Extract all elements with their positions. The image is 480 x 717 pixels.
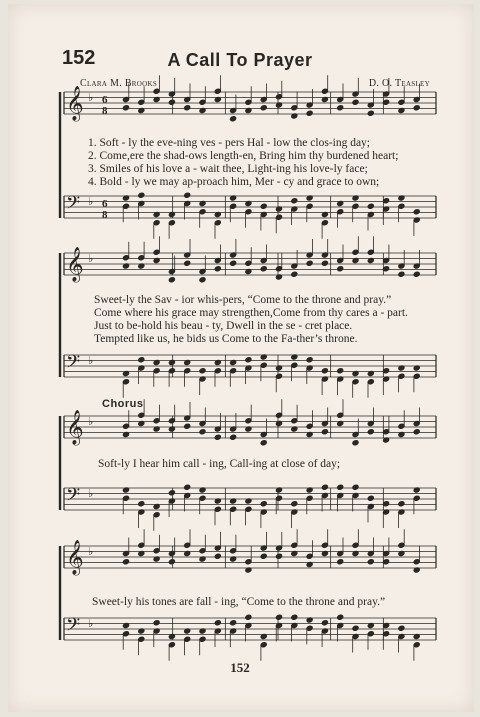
key-signature-flat-icon: ♭: [88, 253, 94, 265]
note-head: [230, 620, 237, 626]
key-signature-flat-icon: ♭: [88, 488, 94, 500]
key-signature-flat-icon: ♭: [88, 92, 94, 104]
note-head: [306, 357, 313, 363]
note-head: [168, 490, 175, 496]
key-signature-flat-icon: ♭: [88, 546, 94, 558]
note-head: [199, 429, 206, 435]
treble-clef-icon: 𝄞: [66, 86, 84, 121]
chorus-line-2: Sweet-ly his tones are fall - ing, “Come to the throne and pray.”: [92, 596, 386, 608]
note-head: [367, 495, 374, 501]
note-head: [260, 501, 267, 507]
bass-clef-icon: 𝄢: [66, 485, 81, 510]
note-head: [260, 553, 267, 559]
note-head: [413, 105, 420, 111]
note-head: [337, 368, 344, 374]
note-head: [214, 266, 221, 272]
lyricist-credit: Clara M. Brooks: [80, 78, 158, 89]
page-number: 152: [230, 660, 250, 675]
note-head: [230, 434, 237, 440]
note-head: [291, 501, 298, 507]
note-head: [367, 559, 374, 565]
note-head: [199, 277, 206, 283]
note-head: [291, 614, 298, 620]
verse-2-line-2: Come where his grace may strengthen,Come from thy cares a - part.: [94, 307, 408, 319]
time-signature-bottom: 8: [102, 209, 108, 221]
note-head: [398, 625, 405, 631]
note-head: [260, 105, 267, 111]
note-head: [230, 116, 237, 122]
note-head: [398, 501, 405, 507]
note-head: [306, 260, 313, 266]
note-head: [413, 429, 420, 435]
verse-1-line-2: Sweet-ly the Sav - ior whis-pers, “Come to the throne and pray.”: [94, 294, 392, 306]
note-head: [337, 266, 344, 272]
note-head: [398, 271, 405, 277]
note-head: [184, 105, 191, 111]
time-signature-bottom: 8: [102, 105, 108, 117]
verse-1-line-1: 1. Soft - ly the eve-ning ves - pers Hal - low the clos-ing day;: [88, 137, 371, 149]
note-head: [138, 501, 145, 507]
note-head: [306, 110, 313, 116]
note-head: [168, 559, 175, 565]
key-signature-flat-icon: ♭: [88, 416, 94, 428]
note-head: [352, 99, 359, 105]
composer-credit: D. O. Teasley: [368, 78, 430, 89]
note-head: [245, 614, 252, 620]
note-head: [291, 271, 298, 277]
note-head: [184, 423, 191, 429]
note-head: [168, 99, 175, 105]
verse-4-line-2: Tempted like us, he bids us Come to the Fa-ther’s throne.: [94, 333, 358, 345]
note-head: [199, 368, 206, 374]
note-head: [122, 559, 129, 565]
verse-4-line-1: 4. Bold - ly we may ap-proach him, Mer - cy and grace to own;: [88, 176, 380, 188]
time-signature-top: 6: [102, 94, 108, 106]
note-head: [367, 203, 374, 209]
bass-clef-icon: 𝄢: [66, 193, 81, 218]
note-head: [337, 559, 344, 565]
note-head: [367, 110, 374, 116]
note-head: [352, 625, 359, 631]
treble-clef-icon: 𝄞: [66, 247, 84, 282]
key-signature-flat-icon: ♭: [88, 196, 94, 208]
note-head: [138, 192, 145, 198]
note-head: [260, 203, 267, 209]
note-head: [245, 357, 252, 363]
note-head: [138, 357, 145, 363]
note-head: [321, 484, 328, 490]
note-head: [337, 614, 344, 620]
note-head: [153, 620, 160, 626]
hymn-title: A Call To Prayer: [167, 50, 313, 70]
note-head: [321, 368, 328, 374]
verse-3-line-1: 3. Smiles of his love a - wait thee, Light-ing his love-ly face;: [88, 163, 368, 175]
note-head: [275, 614, 282, 620]
treble-clef-icon: 𝄞: [66, 540, 84, 575]
note-head: [352, 484, 359, 490]
verse-2-line-1: 2. Come,ere the shad-ows length-en, Bring him thy burdened heart;: [88, 150, 399, 162]
note-head: [214, 620, 221, 626]
note-head: [275, 553, 282, 559]
verse-3-line-2: Just to be-hold his beau - ty, Dwell in the se - cret place.: [94, 320, 353, 332]
chorus-label: Chorus: [102, 398, 144, 410]
note-head: [413, 271, 420, 277]
key-signature-flat-icon: ♭: [88, 618, 94, 630]
note-head: [260, 440, 267, 446]
time-signature-top: 6: [102, 198, 108, 210]
note-head: [321, 260, 328, 266]
key-signature-flat-icon: ♭: [88, 355, 94, 367]
note-head: [321, 620, 328, 626]
note-head: [291, 198, 298, 204]
note-head: [413, 209, 420, 215]
treble-clef-icon: 𝄞: [66, 410, 84, 445]
chorus-line-1: Soft-ly I hear him call - ing, Call-ing at close of day;: [98, 458, 341, 470]
note-head: [230, 260, 237, 266]
note-head: [168, 277, 175, 283]
note-head: [337, 484, 344, 490]
note-head: [260, 266, 267, 272]
note-head: [337, 105, 344, 111]
bass-clef-icon: 𝄢: [66, 352, 81, 377]
note-head: [184, 260, 191, 266]
note-head: [352, 440, 359, 446]
hymn-number: 152: [62, 47, 96, 69]
note-head: [184, 484, 191, 490]
note-head: [214, 434, 221, 440]
note-head: [214, 553, 221, 559]
note-head: [367, 429, 374, 435]
note-head: [321, 429, 328, 435]
bass-clef-icon: 𝄢: [66, 615, 81, 640]
note-head: [184, 192, 191, 198]
note-head: [122, 105, 129, 111]
